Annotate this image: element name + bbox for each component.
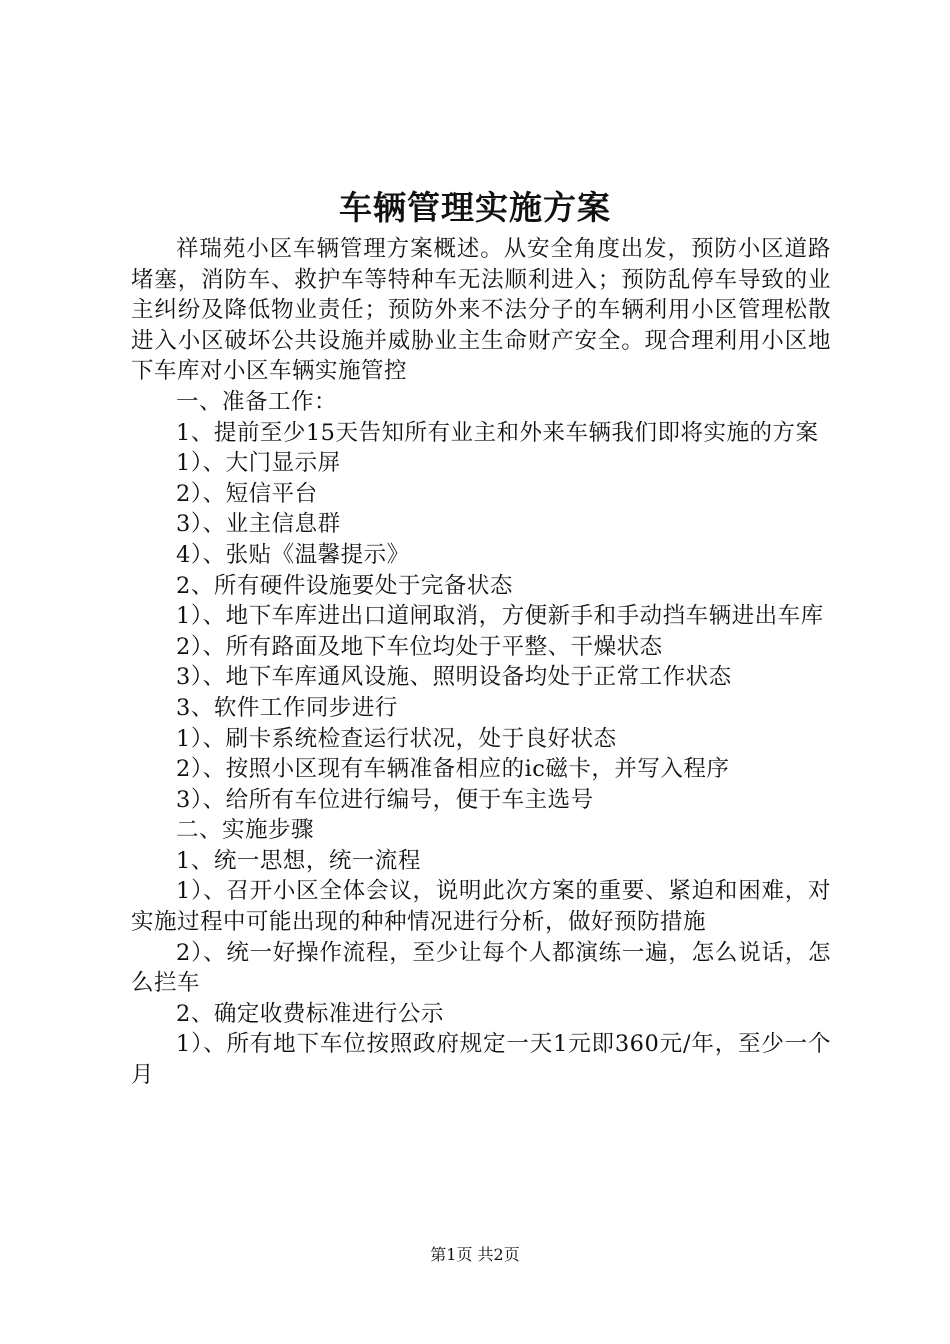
list-item: 2）、按照小区现有车辆准备相应的ic磁卡，并写入程序 xyxy=(176,756,730,783)
list-item: 2）、短信平台 xyxy=(176,480,318,507)
list-item: 1）、大门显示屏 xyxy=(176,450,341,477)
list-item: 2、所有硬件设施要处于完备状态 xyxy=(176,572,513,599)
page-number-footer: 第1页 共2页 xyxy=(430,1245,520,1264)
list-item: 3）、地下车库通风设施、照明设备均处于正常工作状态 xyxy=(176,664,732,691)
list-item: 2）、所有路面及地下车位均处于平整、干燥状态 xyxy=(176,633,663,660)
list-item: 2、确定收费标准进行公示 xyxy=(176,1000,444,1027)
list-item: 3）、业主信息群 xyxy=(176,511,341,538)
document-title: 车辆管理实施方案 xyxy=(339,188,611,227)
list-item: 1、提前至少15天告知所有业主和外来车辆我们即将实施的方案 xyxy=(176,419,819,446)
section-heading-preparation: 一、准备工作： xyxy=(176,388,338,415)
paragraph-overview: 祥瑞苑小区车辆管理方案概述。从安全角度出发，预防小区道路堵塞，消防车、救护车等特种车无法顺利进入；预防乱停车导致的业主纠纷及降低物业责任；预防外来不法分子的车辆利用小区管理松散进入小区破坏公共设施并威胁业主生命财产安全。现合理利用小区地下车库对小区车辆实施管控 xyxy=(131,236,831,385)
section-heading-steps: 二、实施步骤 xyxy=(176,817,315,844)
document-body xyxy=(131,234,831,1091)
list-item: 1）、所有地下车位按照政府规定一天1元即360元/年，至少一个月 xyxy=(131,1031,831,1089)
list-item: 1）、地下车库进出口道闸取消，方便新手和手动挡车辆进出车库 xyxy=(176,603,824,630)
list-item: 1）、召开小区全体会议，说明此次方案的重要、紧迫和困难，对实施过程中可能出现的种种情况进行分析，做好预防措施 xyxy=(131,878,831,936)
list-item: 3）、给所有车位进行编号，便于车主选号 xyxy=(176,786,594,813)
list-item: 4）、张贴《温馨提示》 xyxy=(176,541,410,568)
list-item: 1、统一思想，统一流程 xyxy=(176,847,421,874)
list-item: 2）、统一好操作流程，至少让每个人都演练一遍，怎么说话，怎么拦车 xyxy=(131,939,831,997)
list-item: 1）、刷卡系统检查运行状况，处于良好状态 xyxy=(176,725,617,752)
list-item: 3、软件工作同步进行 xyxy=(176,694,398,721)
